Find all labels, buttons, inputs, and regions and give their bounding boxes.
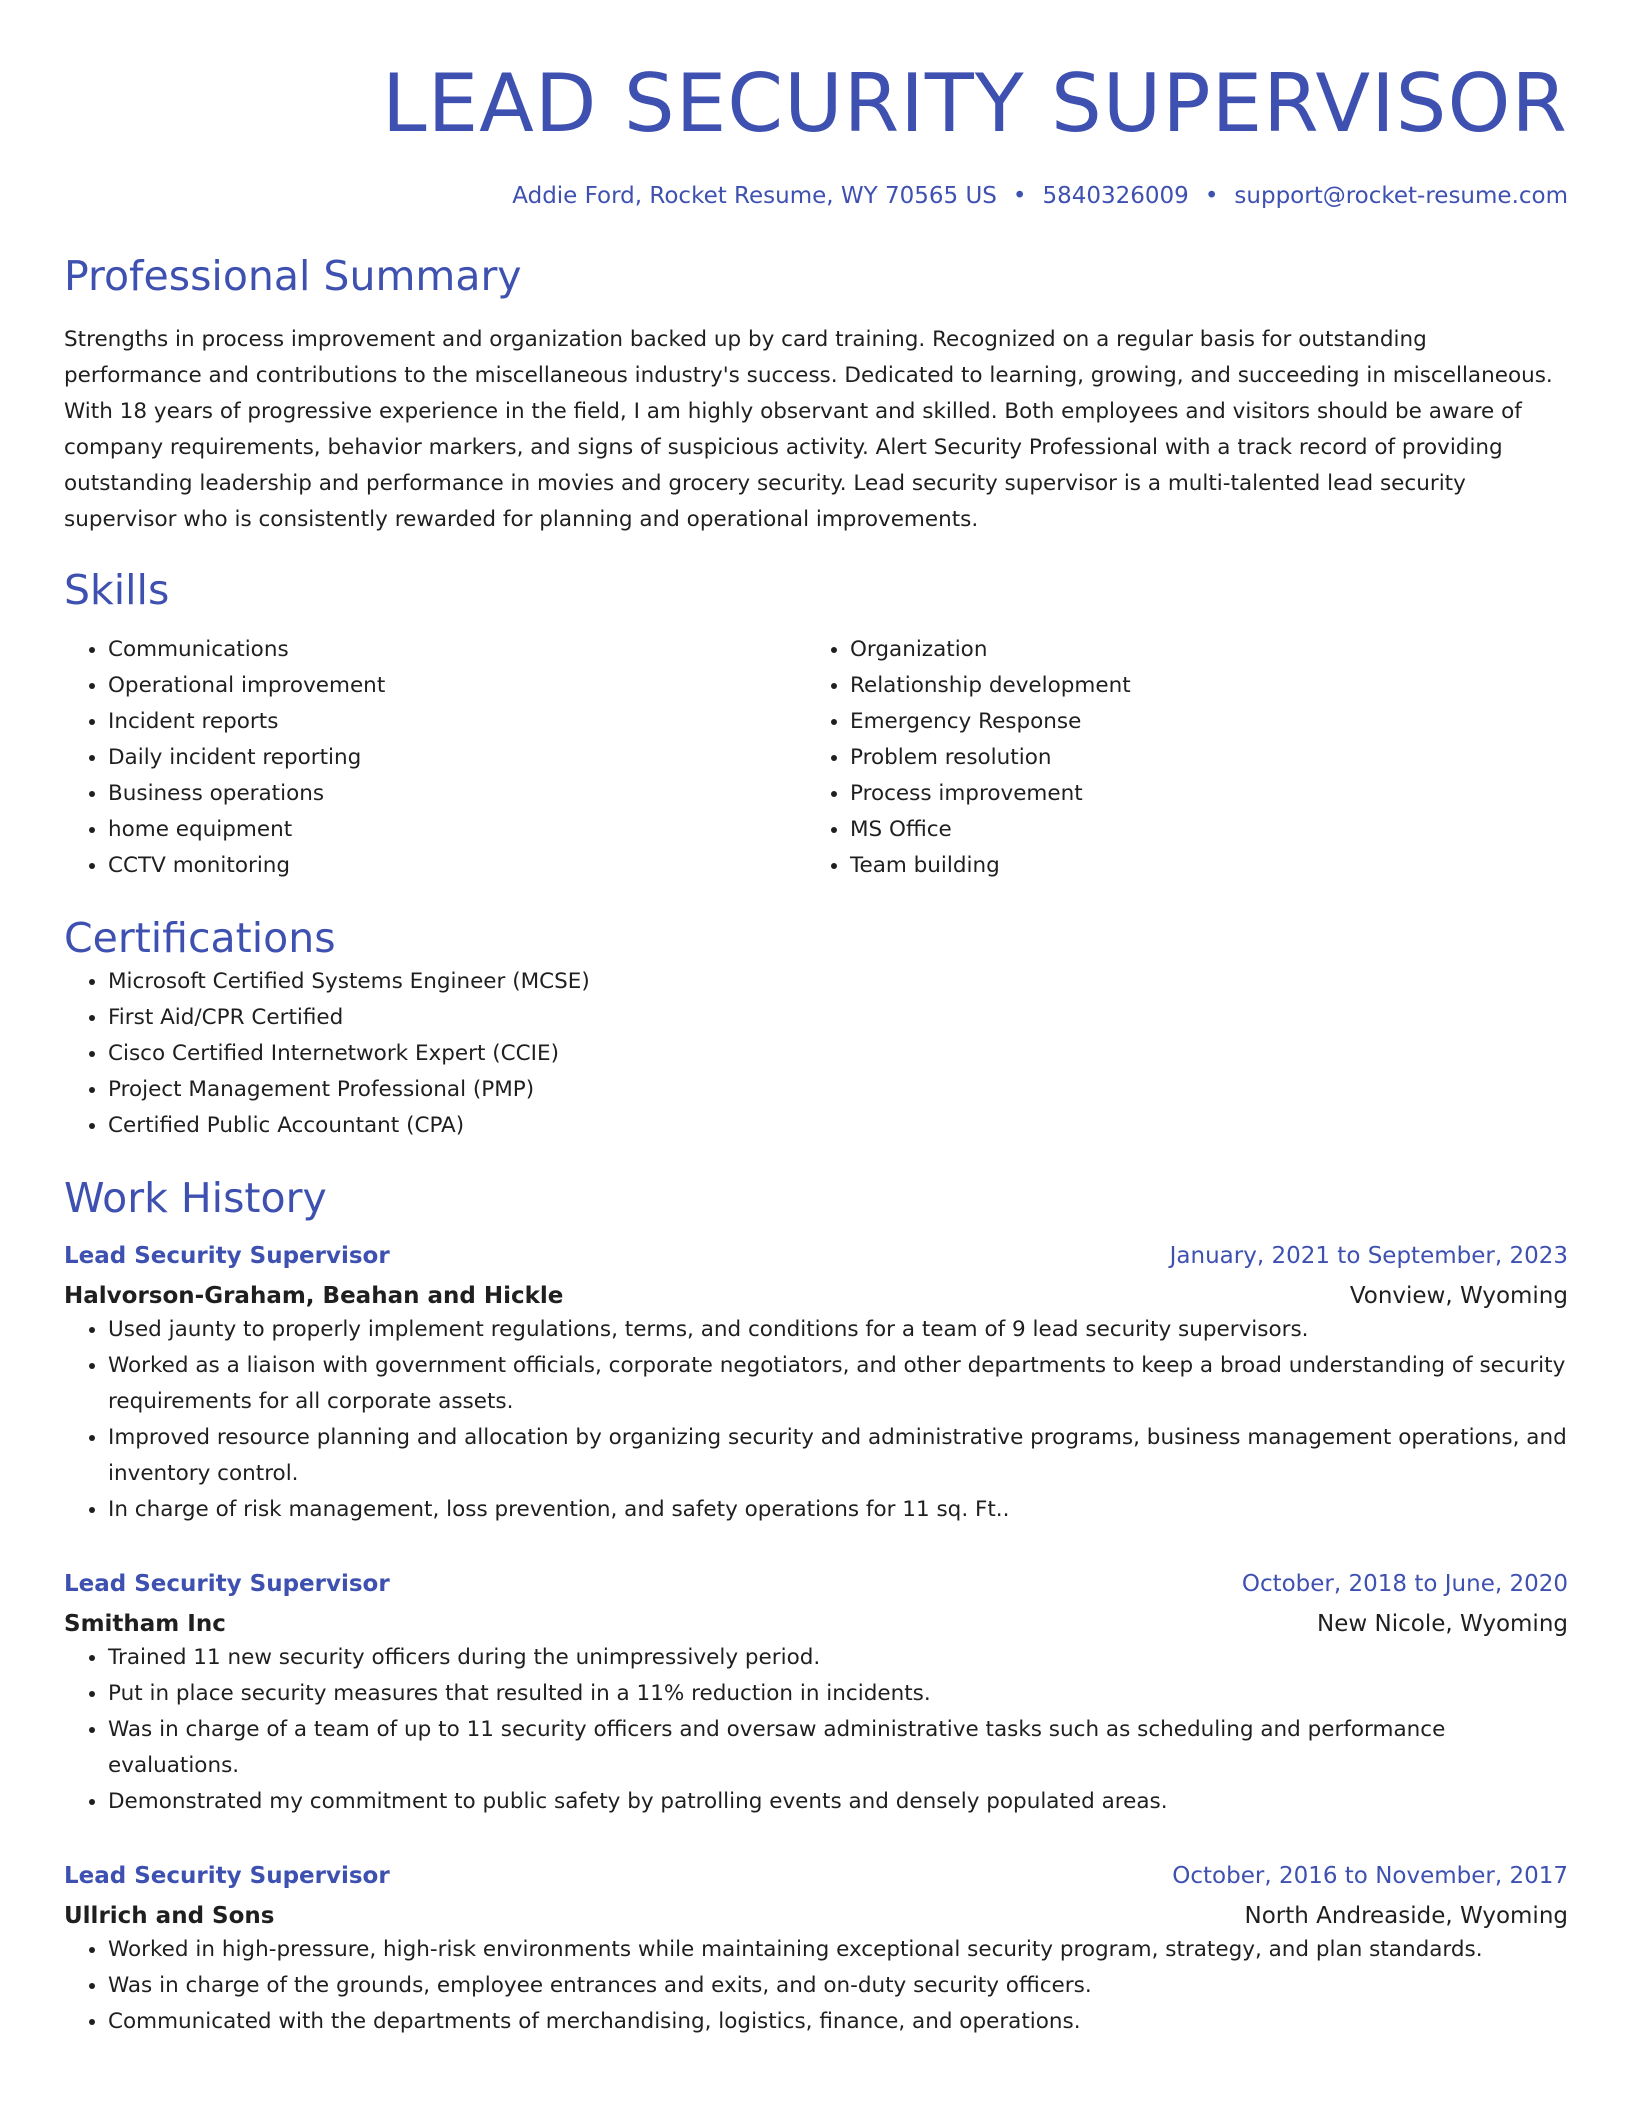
skills-heading: Skills xyxy=(64,566,170,614)
skill-item: • CCTV monitoring xyxy=(108,848,806,884)
skills-list-right xyxy=(806,632,1548,884)
certification-item: • Microsoft Certified Systems Engineer (MCSE) xyxy=(108,964,1568,1000)
skill-item: • Problem resolution xyxy=(850,740,1548,776)
skill-item: • Incident reports xyxy=(108,704,806,740)
skill-item: • Process improvement xyxy=(850,776,1548,812)
job-bullet: • Worked in high-pressure, high-risk environments while maintaining exceptional security program, strategy, and plan standards. xyxy=(108,1932,1568,1968)
job-bullet: • Was in charge of the grounds, employee entrances and exits, and on-duty security officers. xyxy=(108,1968,1568,2004)
certification-item: • Project Management Professional (PMP) xyxy=(108,1072,1568,1108)
skill-item: • Operational improvement xyxy=(108,668,806,704)
skill-item: • Team building xyxy=(850,848,1548,884)
skills-column-left xyxy=(64,632,806,884)
job-header xyxy=(64,1240,1568,1272)
job-header xyxy=(64,1860,1568,1892)
job-bullet: • Communicated with the departments of merchandising, logistics, finance, and operations. xyxy=(108,2004,1568,2040)
certification-item: • Certified Public Accountant (CPA) xyxy=(108,1108,1568,1144)
contact-separator: • xyxy=(1204,183,1219,209)
job-bullet: • Put in place security measures that resulted in a 11% reduction in incidents. xyxy=(108,1676,1568,1712)
certifications-list xyxy=(64,964,1568,1144)
job-company: Smitham Inc xyxy=(64,1611,226,1637)
certification-item: • First Aid/CPR Certified xyxy=(108,1000,1568,1036)
summary-heading: Professional Summary xyxy=(64,252,522,300)
resume-header xyxy=(64,0,1568,212)
job-bullet: • Was in charge of a team of up to 11 security officers and oversaw administrative tasks such as scheduling and performance evaluations. xyxy=(108,1712,1568,1784)
skill-item: • Organization xyxy=(850,632,1548,668)
job-subheader xyxy=(64,1900,1568,1932)
skills-grid xyxy=(64,632,1568,884)
job-location: North Andreaside, Wyoming xyxy=(1244,1903,1568,1929)
job-bullet: • Demonstrated my commitment to public safety by patrolling events and densely populated areas. xyxy=(108,1784,1568,1820)
job-entry xyxy=(64,1568,1568,1820)
job-subheader xyxy=(64,1608,1568,1640)
job-role: Lead Security Supervisor xyxy=(64,1571,390,1597)
contact-line xyxy=(64,180,1568,212)
job-bullet: • Used jaunty to properly implement regulations, terms, and conditions for a team of 9 lead security supervisors. xyxy=(108,1312,1568,1348)
job-location: Vonview, Wyoming xyxy=(1349,1283,1568,1309)
contact-separator: • xyxy=(1012,183,1027,209)
job-bullet: • Improved resource planning and allocation by organizing security and administrative programs, business management operations, and inventory control. xyxy=(108,1420,1568,1492)
skill-item: • Communications xyxy=(108,632,806,668)
certification-item: • Cisco Certified Internetwork Expert (CCIE) xyxy=(108,1036,1568,1072)
job-bullets xyxy=(64,1640,1568,1820)
contact-address: Addie Ford, Rocket Resume, WY 70565 US xyxy=(512,183,997,209)
job-bullet: • Worked as a liaison with government officials, corporate negotiators, and other departments to keep a broad understanding of security requirements for all corporate assets. xyxy=(108,1348,1568,1420)
job-company: Halvorson-Graham, Beahan and Hickle xyxy=(64,1283,564,1309)
resume-title: LEAD SECURITY SUPERVISOR xyxy=(382,57,1568,150)
job-subheader xyxy=(64,1280,1568,1312)
skill-item: • MS Office xyxy=(850,812,1548,848)
skill-item: • home equipment xyxy=(108,812,806,848)
job-header xyxy=(64,1568,1568,1600)
contact-email: support@rocket-resume.com xyxy=(1234,183,1568,209)
job-bullet: • In charge of risk management, loss prevention, and safety operations for 11 sq. Ft.. xyxy=(108,1492,1568,1528)
job-company: Ullrich and Sons xyxy=(64,1903,275,1929)
contact-phone: 5840326009 xyxy=(1042,183,1189,209)
skills-column-right xyxy=(806,632,1548,884)
summary-text: Strengths in process improvement and organization backed up by card training. Recognized on a regular basis for outstanding performance and contributions to the miscellaneous industry's success. Dedicated to learning, growing, and succeeding in miscellaneous. With 18 years of progressive experience in the field, I am highly observant and skilled. Both employees and visitors should be aware of company requirements, behavior markers, and signs of suspicious activity. Alert Security Professional with a track record of providing outstanding leadership and performance in movies and grocery security. Lead security supervisor is a multi-talented lead security supervisor who is consistently rewarded for planning and operational improvements. xyxy=(64,327,1553,532)
skill-item: • Emergency Response xyxy=(850,704,1548,740)
job-role: Lead Security Supervisor xyxy=(64,1243,390,1269)
certifications-heading: Certifications xyxy=(64,914,336,962)
job-bullets xyxy=(64,1932,1568,2040)
skill-item: • Relationship development xyxy=(850,668,1548,704)
job-bullets xyxy=(64,1312,1568,1528)
job-role: Lead Security Supervisor xyxy=(64,1863,390,1889)
job-entry xyxy=(64,1240,1568,1528)
job-dates: October, 2018 to June, 2020 xyxy=(1241,1571,1568,1597)
job-location: New Nicole, Wyoming xyxy=(1317,1611,1568,1637)
skill-item: • Daily incident reporting xyxy=(108,740,806,776)
skills-list-left xyxy=(64,632,806,884)
job-entry xyxy=(64,1860,1568,2040)
skill-item: • Business operations xyxy=(108,776,806,812)
job-dates: October, 2016 to November, 2017 xyxy=(1172,1863,1568,1889)
work-history-heading: Work History xyxy=(64,1174,327,1222)
job-bullet: • Trained 11 new security officers during the unimpressively period. xyxy=(108,1640,1568,1676)
job-dates: January, 2021 to September, 2023 xyxy=(1169,1243,1568,1269)
